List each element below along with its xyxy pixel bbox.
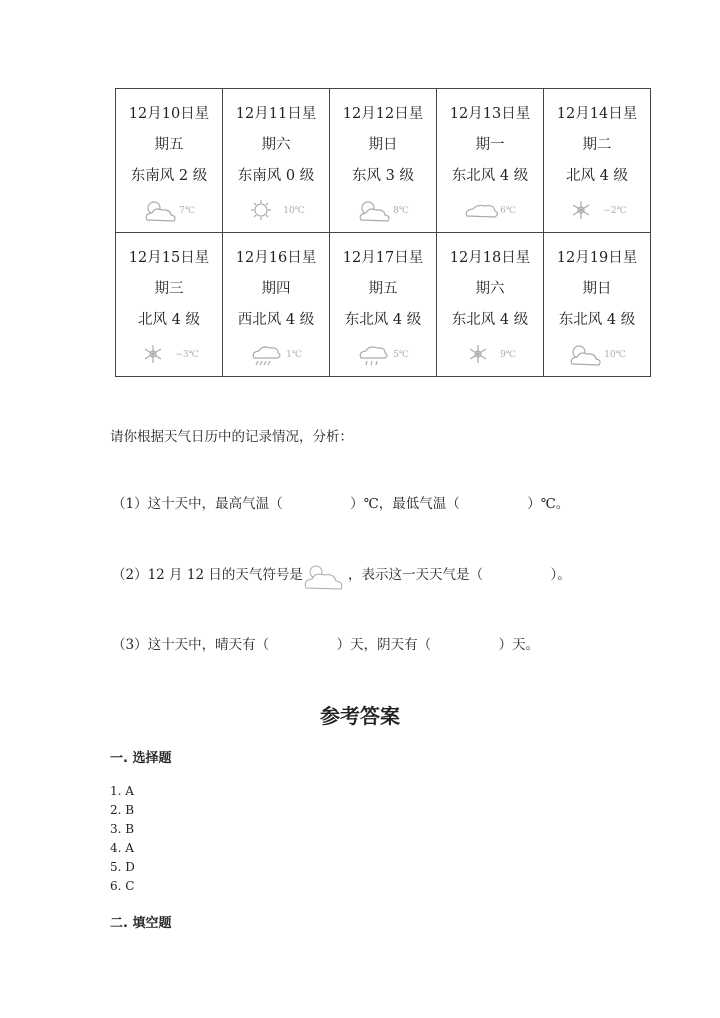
snow-icon	[567, 198, 601, 224]
weather-day-cell	[223, 233, 330, 377]
temperature: 5℃	[393, 350, 409, 360]
rain-icon	[357, 342, 391, 368]
question-2-part-a: （2）12 月 12 日的天气符号是	[112, 567, 303, 583]
cloudy-icon	[464, 198, 498, 224]
question-1: （1）这十天中，最高气温（ ）℃，最低气温（ ）℃。	[112, 496, 570, 512]
date: 12月12日星	[342, 106, 424, 122]
date: 12月10日星	[128, 106, 210, 122]
temperature: −3℃	[175, 350, 199, 360]
temperature: 6℃	[500, 206, 516, 216]
date: 12月14日星	[556, 106, 638, 122]
snow-icon	[139, 342, 173, 368]
wind: 东南风 2 级	[130, 168, 208, 184]
date: 12月16日星	[235, 250, 317, 266]
temperature: 8℃	[393, 206, 409, 216]
section-fill: 二. 填空题	[110, 916, 172, 931]
weekday: 期二	[582, 137, 612, 153]
answer-title: 参考答案	[320, 704, 400, 728]
partly-cloudy-icon	[143, 198, 177, 224]
temperature: 10℃	[283, 206, 305, 216]
weather-row	[116, 89, 651, 233]
weekday: 期五	[154, 137, 184, 153]
date: 12月13日星	[449, 106, 531, 122]
answer-item: 6. C	[110, 879, 135, 893]
weekday: 期日	[582, 281, 612, 297]
answer-item: 3. B	[110, 822, 135, 836]
temperature: 7℃	[179, 206, 195, 216]
date: 12月15日星	[128, 250, 210, 266]
date: 12月17日星	[342, 250, 424, 266]
wind: 北风 4 级	[566, 168, 628, 184]
partly-cloudy-icon	[300, 558, 345, 596]
date: 12月19日星	[556, 250, 638, 266]
weather-day-cell	[223, 89, 330, 233]
temperature: 1℃	[286, 350, 302, 360]
wind: 东南风 0 级	[237, 168, 315, 184]
answer-item: 1. A	[110, 784, 134, 798]
weather-day-cell	[330, 233, 437, 377]
section-choice: 一. 选择题	[110, 751, 172, 766]
weekday: 期四	[261, 281, 291, 297]
temperature: 9℃	[500, 350, 516, 360]
question-3: （3）这十天中，晴天有（ ）天，阴天有（ ）天。	[112, 637, 540, 653]
weather-day-cell	[116, 89, 223, 233]
weather-day-cell	[544, 89, 651, 233]
weather-day-cell	[437, 233, 544, 377]
answer-list	[110, 782, 135, 896]
partly-cloudy-icon	[568, 342, 602, 368]
sunny-icon	[247, 198, 281, 224]
wind: 西北风 4 级	[237, 312, 315, 328]
weather-day-cell	[330, 89, 437, 233]
answer-item: 5. D	[110, 860, 135, 874]
question-2-part-b: ，表示这一天天气是（ ）。	[348, 567, 571, 583]
weather-day-cell	[544, 233, 651, 377]
date: 12月18日星	[449, 250, 531, 266]
weekday: 期日	[368, 137, 398, 153]
temperature: −2℃	[603, 206, 627, 216]
temperature: 10℃	[604, 350, 626, 360]
heavy-rain-icon	[250, 342, 284, 368]
answer-item: 4. A	[110, 841, 134, 855]
answer-item: 2. B	[110, 803, 135, 817]
wind: 东北风 4 级	[344, 312, 422, 328]
partly-cloudy-icon	[357, 198, 391, 224]
weather-row	[116, 233, 651, 377]
weekday: 期五	[368, 281, 398, 297]
weather-day-cell	[116, 233, 223, 377]
weekday: 期一	[475, 137, 505, 153]
wind: 东北风 4 级	[558, 312, 636, 328]
snow-icon	[464, 342, 498, 368]
wind: 东风 3 级	[352, 168, 414, 184]
weekday: 期六	[475, 281, 505, 297]
wind: 东北风 4 级	[451, 168, 529, 184]
date: 12月11日星	[235, 106, 317, 122]
weather-day-cell	[437, 89, 544, 233]
wind: 东北风 4 级	[451, 312, 529, 328]
wind: 北风 4 级	[138, 312, 200, 328]
weekday: 期三	[154, 281, 184, 297]
question-prompt: 请你根据天气日历中的记录情况，分析：	[110, 429, 353, 445]
weather-calendar-table	[115, 88, 651, 377]
weekday: 期六	[261, 137, 291, 153]
